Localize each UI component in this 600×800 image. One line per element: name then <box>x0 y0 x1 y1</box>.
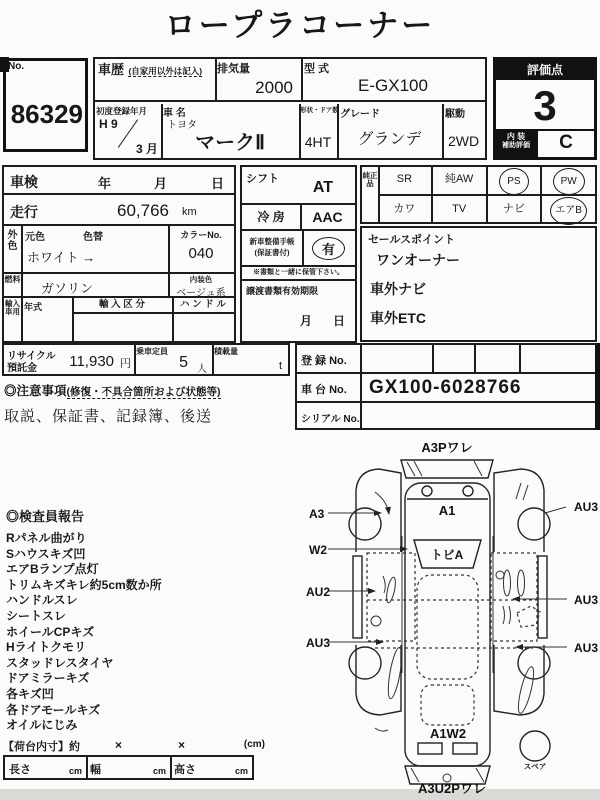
shaken-year: 年 <box>98 176 112 191</box>
inspector-item: オイルにじみ <box>6 718 78 733</box>
lot-number-value: 86329 <box>10 99 83 129</box>
keep-docs-note: ※書類と一緒に保管下さい。 <box>240 265 357 281</box>
body-doors-value: 4HT <box>304 134 332 150</box>
grade-label: グレード <box>340 109 380 120</box>
inspector-item: スタッドレスタイヤ <box>6 655 114 670</box>
inspector-report <box>6 506 256 734</box>
inspector-item: ホイールCPキズ <box>6 624 95 639</box>
sales-points-header: セールスポイント <box>368 234 456 246</box>
exterior-color-row <box>2 224 236 274</box>
damage-diagram <box>295 428 600 796</box>
chassis-no-value: GX100-6028766 <box>369 377 522 398</box>
import-label: 輸入車用 <box>4 298 23 341</box>
score-value: 3 <box>533 82 557 129</box>
import-class-cell <box>72 298 174 341</box>
trunk-label: A1W2 <box>429 726 467 741</box>
shaken-month: 月 <box>154 176 168 191</box>
interior-grade-label: 内 装 補助評価 <box>496 131 536 157</box>
capacity-value: 5 <box>179 354 188 371</box>
interior-grade-value: C <box>536 131 594 157</box>
service-book-value-wrap <box>302 237 355 260</box>
car-name-cell <box>161 104 301 158</box>
mileage-label: 走行 <box>10 204 38 220</box>
cargo-size-row <box>3 755 254 780</box>
color-no-label: カラーNo. <box>180 230 222 240</box>
cargo-height-cell <box>170 757 252 778</box>
mileage-row <box>2 193 236 226</box>
equip-aw: 純AW <box>433 167 488 194</box>
first-reg-label: 初度登録年月 <box>96 106 148 116</box>
mileage-value: 60,766 <box>117 201 169 220</box>
left-door-label: AU2 <box>306 585 331 599</box>
cargo-width-cell <box>86 757 172 778</box>
displacement-value: 2000 <box>255 78 293 97</box>
model-year-label: 年式 <box>24 302 43 312</box>
recycle-cell <box>4 345 136 374</box>
equip-tv: TV <box>433 196 488 224</box>
cargo-header: 【荷台内寸】約 <box>3 741 80 753</box>
cargo-width-unit: cm <box>152 766 166 776</box>
cargo-length-label: 長さ <box>9 764 31 776</box>
model-code-value: E-GX100 <box>358 76 428 95</box>
car-name-value: マークⅡ <box>195 132 265 154</box>
fuel-row <box>2 272 236 298</box>
capacity-unit: 人 <box>197 364 207 375</box>
inspector-item: 各キズ凹 <box>6 686 54 701</box>
notes-header: ◎注意事項 <box>4 384 67 398</box>
sales-point-item: 車外ETC <box>370 310 426 326</box>
mileage-unit: km <box>182 206 197 218</box>
color-no-value: 040 <box>188 245 214 262</box>
interior-color-value: ベージュ系 <box>176 288 226 299</box>
ac-box <box>240 203 357 231</box>
service-book-value: 有 <box>312 237 345 260</box>
capacity-label: 乗車定員 <box>136 347 168 356</box>
rear-left-label: AU3 <box>306 636 331 650</box>
base-color-cell <box>21 226 170 272</box>
displacement-cell <box>215 59 303 100</box>
interior-color-label: 内装色 <box>189 275 213 284</box>
inspector-item: 各ドアモールキズ <box>6 702 101 717</box>
sales-points-box <box>360 226 597 342</box>
repaint-label: 色替 <box>83 232 103 243</box>
right-side-label: AU3 <box>573 593 598 607</box>
fuel-label: 燃料 <box>4 274 23 296</box>
handle-cell <box>172 298 234 341</box>
spare-tire-shape <box>520 731 550 761</box>
import-row <box>2 296 236 343</box>
body-doors-cell <box>299 104 339 158</box>
cargo-height-label: 高さ <box>174 764 196 776</box>
model-year-cell <box>21 298 74 341</box>
registration-box <box>295 343 597 430</box>
inspector-item: シートスレ <box>6 608 66 623</box>
left-side-label: W2 <box>309 543 327 557</box>
recycle-row <box>2 343 290 376</box>
history-note: (自家用以外は記入) <box>128 66 203 76</box>
notes-body: 取説、保証書、記録簿、後送 <box>4 408 213 425</box>
load-unit: t <box>278 360 282 372</box>
transfer-docs-box <box>240 279 357 343</box>
transfer-month: 月 <box>300 314 313 328</box>
front-right-label: AU3 <box>573 500 598 514</box>
equip-airbag: エアB <box>542 196 595 224</box>
history-label: 車歴 <box>98 62 125 77</box>
cargo-length-cell <box>5 757 88 778</box>
score-header: 評価点 <box>496 60 594 80</box>
cargo-x1: × <box>115 738 123 752</box>
grade-value: グランデ <box>357 131 422 148</box>
shaken-label: 車検 <box>10 174 38 190</box>
model-code-cell <box>301 59 485 100</box>
cargo-length-unit: cm <box>68 766 82 776</box>
chassis-no-label: 車 台 No. <box>301 384 347 396</box>
handle-label: ハ ン ド ル <box>172 298 234 314</box>
transfer-docs-label: 譲渡書類有効期限 <box>246 286 319 296</box>
inspector-item: Hライトクモリ <box>6 640 87 655</box>
transfer-day: 日 <box>332 314 345 328</box>
body-doors-label: 形状・ドア数 <box>300 107 339 114</box>
notes-section <box>4 381 294 426</box>
drive-label: 駆動 <box>445 109 465 120</box>
displacement-label: 排気量 <box>217 63 250 75</box>
history-cell <box>95 59 217 100</box>
left-door-panel-shape <box>367 553 415 641</box>
rear-bumper-label: A3U2Pワレ <box>418 781 486 796</box>
recycle-label-1: リサイクル <box>7 351 56 362</box>
roof-shape <box>417 575 478 679</box>
cargo-x2: × <box>178 738 186 752</box>
rear-window-shape <box>421 685 474 725</box>
fuel-cell <box>21 274 170 296</box>
rear-right-label: AU3 <box>573 641 598 655</box>
inspector-item: エアBランプ点灯 <box>6 562 99 577</box>
shaken-row <box>2 165 236 195</box>
page-title: ロープラコーナー <box>164 8 436 43</box>
fuel-value: ガソリン <box>41 281 94 296</box>
inspector-item: Sハウスキズ凹 <box>6 546 86 561</box>
load-cell <box>212 345 288 374</box>
model-code-label: 型 式 <box>304 63 330 75</box>
shift-label: シフト <box>246 173 279 185</box>
equip-navi: ナビ <box>488 196 543 224</box>
car-name-label: 車 名 <box>163 108 186 119</box>
inspector-header: ◎検査員報告 <box>6 509 85 524</box>
drive-value: 2WD <box>447 133 480 149</box>
cargo-unit: (cm) <box>243 739 265 750</box>
maker-name: トヨタ <box>167 120 197 131</box>
inspector-item: ドアミラーキズ <box>6 671 90 686</box>
base-color-value: ホワイト → <box>27 250 96 265</box>
drive-cell <box>442 104 485 158</box>
genuine-label: 純正品 <box>362 167 380 222</box>
equip-leather: カワ <box>378 196 433 224</box>
cargo-height-unit: cm <box>234 766 248 776</box>
sales-point-item: ワンオーナー <box>376 252 460 268</box>
equipment-grid <box>360 165 597 224</box>
reg-no-label: 登 録 No. <box>301 355 347 367</box>
sales-point-item: 車外ナビ <box>370 281 426 297</box>
lot-number-box <box>3 58 88 152</box>
hood-label: A1 <box>438 503 456 518</box>
inspector-item: トリムキズキレ約5cm数か所 <box>6 577 162 592</box>
capacity-cell <box>134 345 214 374</box>
recycle-label-2: 預託金 <box>7 363 37 374</box>
cargo-width-label: 幅 <box>90 764 101 776</box>
inspector-item: Rパネル曲がり <box>6 531 87 545</box>
lot-number-label: No. <box>8 61 25 72</box>
service-book-label: 新車整備手帳 (保証書付) <box>242 231 304 265</box>
load-label: 積載量 <box>214 347 238 356</box>
ac-label: 冷 房 <box>242 205 302 229</box>
recycle-value: 11,930 <box>69 353 114 370</box>
import-class-label: 輸 入 区 分 <box>72 298 172 314</box>
base-color-label: 元色 <box>25 232 45 243</box>
scan-mark-right <box>595 343 600 430</box>
exterior-color-label: 外色 <box>4 226 23 272</box>
equip-pw: PW <box>542 167 595 194</box>
first-reg-year: H 9 <box>99 117 118 131</box>
color-no-cell <box>168 226 234 272</box>
interior-color-cell <box>168 274 234 299</box>
service-book-box <box>240 229 357 267</box>
cargo-header-row <box>3 738 265 754</box>
first-reg-month: 3 月 <box>135 142 158 156</box>
notes-header-note: (修復・不具合箇所および状態等) <box>66 386 221 398</box>
windshield-label: トビA <box>430 548 464 562</box>
equip-ps: PS <box>488 167 543 194</box>
front-bumper-label: A3Pワレ <box>421 440 473 455</box>
spare-label: スペア <box>523 762 547 771</box>
inspector-item: ハンドルスレ <box>6 593 78 608</box>
score-box <box>493 57 597 160</box>
shift-value: AT <box>312 179 333 196</box>
recycle-unit: 円 <box>120 358 131 370</box>
serial-no-label: シリアル No. <box>301 414 360 425</box>
right-door-panel-shape <box>491 553 537 641</box>
ac-value: AAC <box>312 209 343 225</box>
car-body-shape <box>405 483 490 766</box>
equip-sr: SR <box>378 167 433 194</box>
shaken-day: 日 <box>210 176 224 191</box>
first-reg-cell <box>95 104 163 158</box>
vehicle-header-table <box>93 57 487 160</box>
front-left-label: A3 <box>309 507 325 521</box>
grade-cell <box>337 104 444 158</box>
shift-box <box>240 165 357 205</box>
